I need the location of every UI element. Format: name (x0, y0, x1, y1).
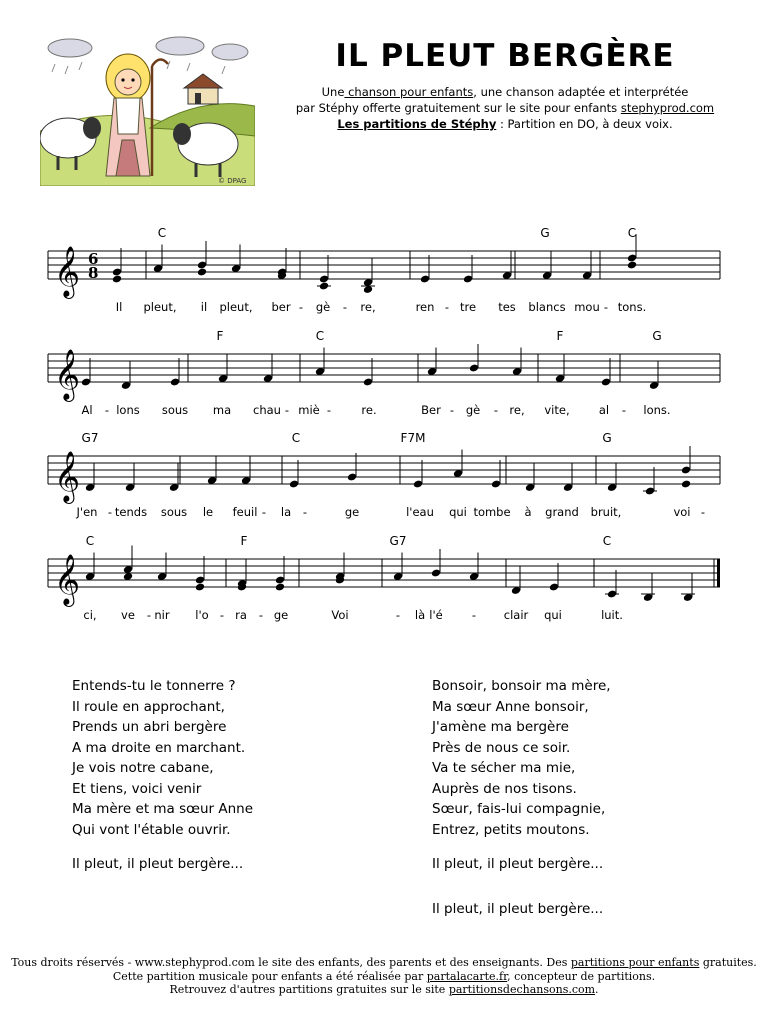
song-title: IL PLEUT BERGÈRE (335, 38, 675, 74)
refrain-line: Il pleut, il pleut bergère... (432, 900, 604, 917)
intro-line-2 (270, 101, 740, 116)
lyric-syllable: - (219, 608, 225, 622)
lyric-syllable: lons. (643, 403, 671, 417)
verse-line: Entends-tu le tonnerre ? (72, 678, 236, 694)
lyric-syllable: Al (81, 403, 93, 417)
verse-line: Il roule en approchant, (72, 698, 225, 715)
lyric-syllable: pleut, (143, 300, 177, 314)
lyric-syllable: la (280, 505, 292, 519)
refrain-line: Il pleut, il pleut bergère... (432, 856, 604, 872)
intro-line-1 (270, 85, 740, 100)
lyric-syllable: - (284, 403, 290, 417)
lyric-syllable: ci, (83, 608, 97, 622)
lyric-syllable: sous (161, 403, 189, 417)
lyric-syllable: mou (574, 300, 600, 314)
lyric-syllable: Voi (331, 608, 349, 622)
lyric-syllable: le (202, 505, 214, 519)
footer-text: Tous droits réservés - www.stephyprod.com le site des enfants, des parents et des enseignants. Des (11, 956, 571, 969)
footer-text: Retrouvez d'autres partitions gratuites sur le site (169, 983, 449, 996)
chord-symbol: G7 (81, 431, 99, 445)
chord-symbol: G7 (389, 534, 407, 548)
chord-symbol: C (157, 226, 167, 240)
lyric-syllable: ve (121, 608, 135, 622)
verse-line: Près de nous ce soir. (432, 739, 571, 756)
verse-line: Entrez, petits moutons. (432, 821, 590, 838)
note-head (195, 583, 205, 592)
footer-text: Cette partition musicale pour enfants a été réalisée par (112, 969, 427, 983)
verse-line: J'amène ma bergère (432, 719, 569, 735)
partitions-de-stephy-label: Les partitions de Stéphy (337, 117, 497, 131)
verse-column-right (432, 676, 611, 919)
lyric-syllable: qui (449, 505, 467, 519)
chord-symbol: C (315, 329, 325, 343)
verse-column-left (72, 676, 253, 875)
lyric-syllable: luit. (601, 608, 623, 622)
lyric-syllable: pleut, (219, 300, 253, 314)
refrain-line: Il pleut, il pleut bergère... (72, 856, 244, 872)
lyric-syllable: bruit, (590, 505, 622, 519)
footer-text: gratuites. (699, 956, 757, 969)
lyric-syllable: - (104, 403, 110, 417)
lyric-syllable: l'o (195, 608, 209, 622)
footer (0, 956, 768, 997)
lyric-syllable: là (414, 608, 426, 622)
note-head (681, 480, 691, 489)
verse-line: Prends un abri bergère (72, 719, 227, 735)
chord-symbol: G (652, 329, 662, 343)
lyric-syllable: nir (154, 608, 170, 622)
note-head (112, 275, 122, 284)
note-head (197, 268, 207, 277)
treble-clef-icon: 𝄞 (54, 349, 81, 400)
lyric-syllable: - (621, 403, 627, 417)
partalacarte-link[interactable]: partalacarte.fr (426, 969, 508, 983)
footer-line (0, 956, 768, 970)
footer-line (0, 970, 768, 984)
chord-symbol: F (556, 329, 564, 343)
lyric-syllable: re. (361, 403, 377, 417)
lyric-syllable: ge (344, 505, 360, 519)
lyric-syllable: - (395, 608, 401, 622)
partitions-pour-enfants-link[interactable]: partitions pour enfants (570, 956, 700, 969)
shepherdess-illustration (40, 36, 255, 186)
intro-line-3 (270, 117, 740, 132)
lyric-syllable: - (493, 403, 499, 417)
lyric-syllable: Ber (421, 403, 441, 417)
verse-line: Auprès de nos tisons. (432, 780, 577, 797)
lyric-syllable: tons. (617, 300, 647, 314)
lyric-syllable: tends (114, 505, 148, 519)
verse-line: Je vois notre cabane, (72, 760, 214, 776)
treble-clef-icon: 𝄞 (54, 246, 81, 297)
lyric-syllable: - (444, 300, 450, 314)
verse-line: Sœur, fais-lui compagnie, (432, 801, 606, 817)
verse-line: Ma sœur Anne bonsoir, (432, 698, 589, 715)
chord-symbol: F (240, 534, 248, 548)
lyric-syllable: l'é (429, 608, 443, 622)
lyric-syllable: voi (673, 505, 691, 519)
verse-line: Bonsoir, bonsoir ma mère, (432, 678, 611, 694)
intro-text: , une chanson adaptée et interprétée (473, 85, 689, 99)
chord-symbol: G (602, 431, 612, 445)
lyric-syllable: feuil (232, 505, 258, 519)
lyric-syllable: gè (465, 403, 481, 417)
verse-line: A ma droite en marchant. (72, 739, 246, 756)
chord-symbol: G (540, 226, 550, 240)
treble-clef-icon: 𝄞 (54, 451, 81, 502)
lyric-syllable: qui (544, 608, 562, 622)
footer-text: , concepteur de partitions. (507, 969, 656, 983)
intro-text: : Partition en DO, à deux voix. (496, 117, 673, 131)
lyric-syllable: - (298, 300, 304, 314)
final-barline (717, 559, 720, 587)
verse-line: Qui vont l'étable ouvrir. (72, 821, 231, 838)
lyric-syllable: - (302, 505, 308, 519)
lyric-syllable: blancs (528, 300, 566, 314)
stephyprod-link[interactable]: stephyprod.com (620, 101, 715, 115)
lyric-syllable: clair (503, 608, 529, 622)
chord-symbol: F7M (400, 431, 426, 445)
lyric-syllable: tombe (473, 505, 511, 519)
note-head (627, 261, 637, 270)
footer-text: . (595, 983, 599, 996)
lyric-syllable: - (261, 505, 267, 519)
lyric-syllable: - (603, 300, 609, 314)
lyric-syllable: vite, (544, 403, 570, 417)
lyric-syllable: ma (212, 403, 232, 417)
partitionsdechansons-link[interactable]: partitionsdechansons.com (448, 983, 596, 996)
lyric-syllable: - (146, 608, 152, 622)
time-signature-denominator: 8 (88, 264, 99, 282)
lyric-syllable: ren (415, 300, 435, 314)
verse-line: Ma mère et ma sœur Anne (72, 801, 254, 817)
time-signature-numerator: 6 (88, 250, 99, 268)
lyric-syllable: - (326, 403, 332, 417)
chanson-pour-enfants-link[interactable]: chanson pour enfants (344, 85, 474, 99)
lyric-syllable: ber (271, 300, 291, 314)
lyric-syllable: - (258, 608, 264, 622)
lyric-syllable: - (342, 300, 348, 314)
intro-text: par Stéphy offerte gratuitement sur le site pour enfants (295, 101, 621, 115)
footer-line (0, 983, 768, 997)
lyric-syllable: gè (315, 300, 331, 314)
lyric-syllable: tes (498, 300, 516, 314)
lyric-syllable: tre (459, 300, 477, 314)
lyric-syllable: - (700, 505, 706, 519)
lyric-syllable: - (449, 403, 455, 417)
lyric-syllable: ra (235, 608, 247, 622)
chord-symbol: C (291, 431, 301, 445)
lyric-syllable: lons (116, 403, 140, 417)
note-head (275, 583, 285, 592)
lyric-syllable: - (107, 505, 113, 519)
lyric-syllable: J'en (76, 505, 98, 519)
lyric-syllable: re, (360, 300, 376, 314)
lyric-syllable: Il (115, 300, 123, 314)
intro-text: Une (321, 85, 345, 99)
sheet-music-score (0, 215, 768, 635)
chord-symbol: F (216, 329, 224, 343)
treble-clef-icon: 𝄞 (54, 554, 81, 605)
chord-symbol: C (602, 534, 612, 548)
illustration-credit: © DPAG (218, 177, 247, 185)
lyric-syllable: miè (298, 403, 320, 417)
lyric-syllable: il (200, 300, 208, 314)
lyric-syllable: sous (160, 505, 188, 519)
verse-line: Va te sécher ma mie, (432, 760, 576, 776)
lyric-syllable: chau (253, 403, 281, 417)
verse-line: Et tiens, voici venir (72, 780, 202, 797)
lyric-syllable: - (471, 608, 477, 622)
lyric-syllable: ge (273, 608, 289, 622)
chord-symbol: C (627, 226, 637, 240)
lyric-syllable: l'eau (406, 505, 434, 519)
chord-symbol: C (85, 534, 95, 548)
lyric-syllable: grand (545, 505, 579, 519)
lyric-syllable: re, (509, 403, 525, 417)
lyric-syllable: al (598, 403, 610, 417)
lyric-syllable: à (524, 505, 532, 519)
